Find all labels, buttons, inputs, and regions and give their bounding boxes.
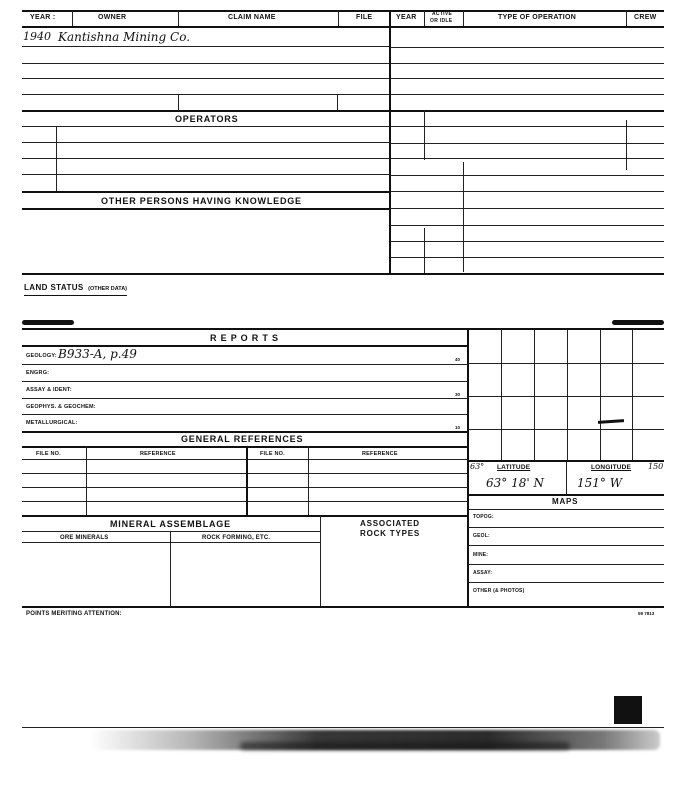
rock-types-label: ROCK TYPES bbox=[360, 529, 421, 538]
col-header-year-2: YEAR bbox=[396, 14, 417, 21]
longitude-label: LONGITUDE bbox=[591, 464, 632, 471]
maps-other: OTHER (& PHOTOS) bbox=[473, 588, 525, 594]
latitude-value: 63° 18' N bbox=[486, 476, 544, 490]
form-number: 59 7813 bbox=[638, 611, 655, 616]
entry-year: 1940 bbox=[23, 30, 51, 43]
operators-title: OPERATORS bbox=[175, 114, 239, 124]
report-geophys-label: GEOPHYS. & GEOCHEM: bbox=[26, 404, 96, 410]
maps-title: MAPS bbox=[552, 497, 579, 506]
rock-forming-label: ROCK FORMING, ETC. bbox=[202, 535, 271, 541]
report-assay-code: 30 bbox=[455, 392, 461, 397]
points-meriting-attention: POINTS MERITING ATTENTION: bbox=[26, 611, 122, 617]
ref-header-reference-1: REFERENCE bbox=[140, 451, 176, 457]
col-header-idle: OR IDLE bbox=[430, 18, 453, 24]
land-status bbox=[24, 277, 127, 296]
report-geology-value: B933-A, p.49 bbox=[58, 347, 137, 361]
col-header-active: ACTIVE bbox=[432, 11, 453, 17]
maps-geol: GEOL: bbox=[473, 533, 490, 539]
general-references-title: GENERAL REFERENCES bbox=[181, 434, 304, 444]
ref-header-file-no-1: FILE NO. bbox=[36, 451, 61, 457]
land-status-sub: (OTHER DATA) bbox=[88, 286, 128, 292]
ore-minerals-label: ORE MINERALS bbox=[60, 535, 109, 541]
col-header-year: YEAR : bbox=[30, 14, 56, 21]
mineral-assemblage-title: MINERAL ASSEMBLAGE bbox=[110, 519, 231, 529]
scan-mark-square bbox=[614, 696, 642, 724]
report-geology-code: 40 bbox=[455, 357, 461, 362]
report-assay-label: ASSAY & IDENT: bbox=[26, 387, 72, 393]
land-status-label: LAND STATUS bbox=[24, 283, 84, 292]
latitude-label: LATITUDE bbox=[497, 464, 531, 471]
report-metallurgical-label: METALLURGICAL: bbox=[26, 420, 78, 426]
other-persons-title: OTHER PERSONS HAVING KNOWLEDGE bbox=[101, 196, 302, 206]
reports-title: R E P O R T S bbox=[210, 333, 279, 343]
col-header-owner: OWNER bbox=[98, 14, 127, 21]
col-header-type-of-operation: TYPE OF OPERATION bbox=[498, 14, 577, 21]
latitude-prefix: 63° bbox=[470, 462, 485, 471]
longitude-value: 151° W bbox=[577, 476, 623, 490]
maps-assay: ASSAY: bbox=[473, 570, 493, 576]
entry-owner: Kantishna Mining Co. bbox=[58, 30, 191, 44]
report-geology-label: GEOLOGY: bbox=[26, 353, 57, 359]
col-header-file: FILE bbox=[356, 14, 373, 21]
col-header-claim-name: CLAIM NAME bbox=[228, 14, 276, 21]
report-engrg-label: ENGRG: bbox=[26, 370, 50, 376]
maps-mine: MINE: bbox=[473, 552, 489, 558]
associated-label: ASSOCIATED bbox=[360, 519, 420, 528]
maps-topog: TOPOG: bbox=[473, 514, 494, 520]
ref-header-file-no-2: FILE NO. bbox=[260, 451, 285, 457]
longitude-suffix: 150 bbox=[648, 462, 664, 471]
report-metallurgical-code: 10 bbox=[455, 425, 461, 430]
ref-header-reference-2: REFERENCE bbox=[362, 451, 398, 457]
col-header-crew: CREW bbox=[634, 14, 657, 21]
